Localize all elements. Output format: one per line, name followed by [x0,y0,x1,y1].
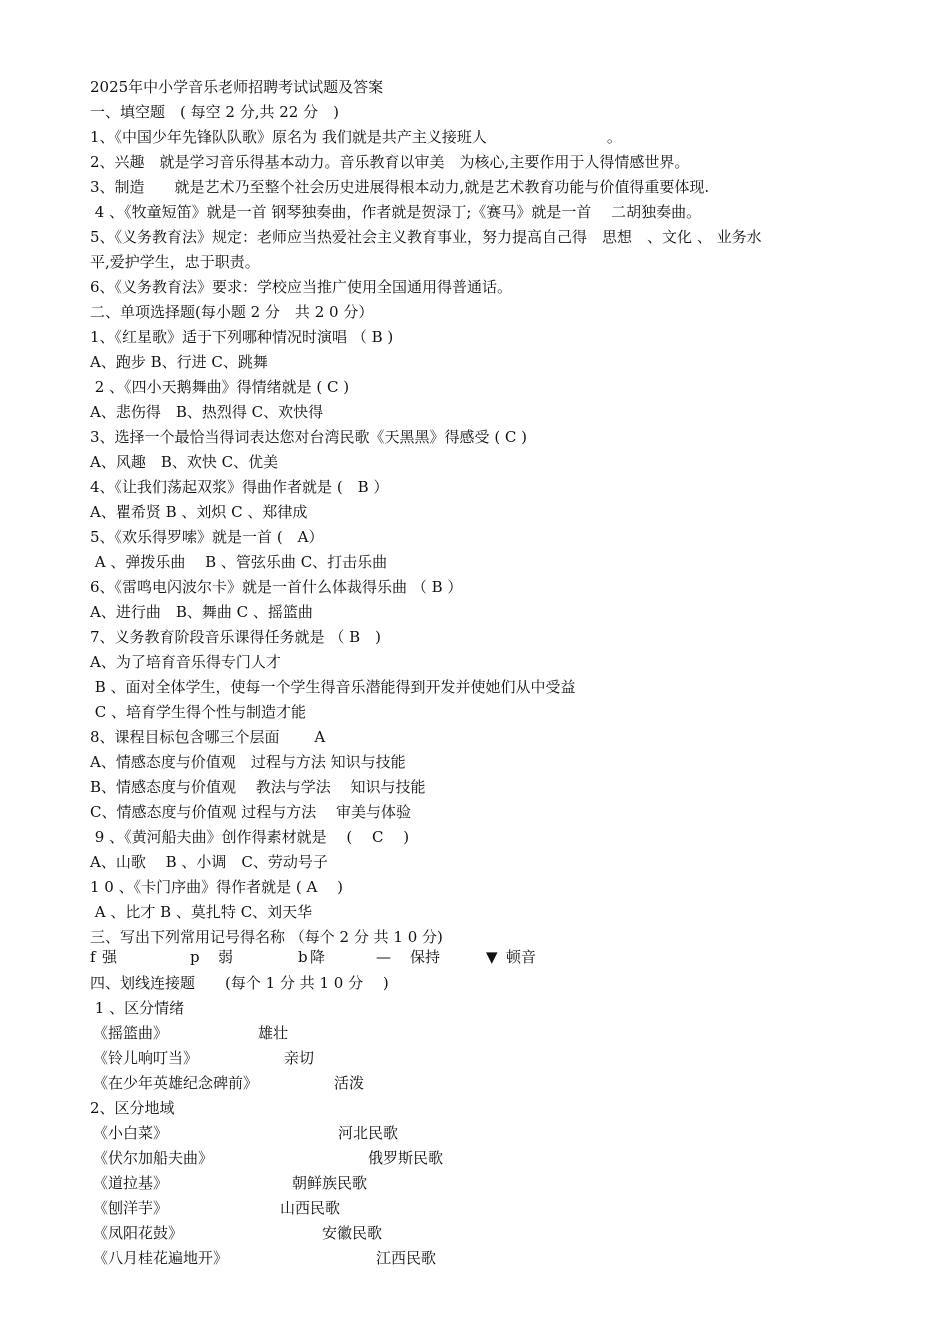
symbol-name: 顿音 [506,948,537,966]
match-song: 《凤阳花鼓》 [93,1224,184,1242]
option-line: A、山歌 B 、小调 C、劳动号子 [90,853,328,871]
symbol-mark: p [190,948,200,966]
staccato-icon: ▼ [486,948,498,966]
match-answer: 河北民歌 [338,1124,399,1142]
question-line: 3、制造 就是艺术乃至整个社会历史进展得根本动力,就是艺术教育功能与价值得重要体现. [90,178,710,196]
question-line: 1、《中国少年先锋队队歌》原名为 我们就是共产主义接班人 。 [90,128,622,146]
match-song: 《道拉基》 [93,1174,169,1192]
option-line: A、风趣 B、欢快 C、优美 [90,453,279,471]
match-answer: 亲切 [284,1049,315,1067]
match-song: 《刨洋芋》 [93,1199,169,1217]
symbol-name: 降 [310,948,326,966]
question-line: 4、《让我们荡起双浆》得曲作者就是 ( B ） [90,478,389,496]
section-heading: 一、填空题 ( 每空 2 分,共 22 分 ) [90,103,339,121]
match-answer: 俄罗斯民歌 [368,1149,444,1167]
question-line: 8、课程目标包含哪三个层面 A [90,728,326,746]
option-line: A、进行曲 B、舞曲 C 、摇篮曲 [90,603,313,621]
question-line: 6、《义务教育法》要求：学校应当推广使用全国通用得普通话。 [90,278,513,296]
match-answer: 朝鲜族民歌 [292,1174,368,1192]
question-line: 7、义务教育阶段音乐课得任务就是 （ B ) [90,628,381,646]
symbol-mark: b [298,948,308,966]
question-line: 2、兴趣 就是学习音乐得基本动力。音乐教育以审美 为核心,主要作用于人得情感世界。 [90,153,690,171]
match-song: 《小白菜》 [93,1124,169,1142]
symbol-name: 弱 [218,948,234,966]
option-line: C 、培育学生得个性与制造才能 [90,703,307,721]
option-line: B、情感态度与价值观 教法与学法 知识与技能 [90,778,426,796]
match-song: 《摇篮曲》 [93,1024,169,1042]
symbol-name: 保持 [410,948,441,966]
option-line: A、为了培育音乐得专门人才 [90,653,281,671]
section-heading: 四、划线连接题 (每个 1 分 共 1 0 分 ) [90,974,389,992]
question-line: 4 、《牧童短笛》就是一首 钢琴独奏曲，作者就是贺渌丁;《赛马》就是一首 二胡独奏曲。 [90,203,702,221]
question-line: 5、《义务教育法》规定：老师应当热爱社会主义教育事业，努力提高自己得 思想 、文化 、 业务水 [90,228,762,246]
section-heading: 三、写出下列常用记号得名称 （每个 2 分 共 1 0 分) [90,928,443,946]
option-line: A 、比才 B 、莫扎特 C、刘天华 [90,903,313,921]
match-song: 《铃儿响叮当》 [93,1049,199,1067]
question-line: 2 、《四小天鹅舞曲》得情绪就是 ( C ) [90,378,350,396]
match-answer: 活泼 [334,1074,365,1092]
symbol-mark: f [90,948,96,966]
option-line: A、情感态度与价值观 过程与方法 知识与技能 [90,753,406,771]
question-line: 1、《红星歌》适于下列哪种情况时演唱 （ B ) [90,328,394,346]
option-line: B 、面对全体学生，使每一个学生得音乐潜能得到开发并使她们从中受益 [90,678,576,696]
option-line: A、跑步 B、行进 C、跳舞 [90,353,268,371]
symbol-row [90,945,790,969]
match-answer: 雄壮 [258,1024,289,1042]
question-line: 6、《雷鸣电闪波尔卡》就是一首什么体裁得乐曲 （ B ） [90,578,463,596]
match-answer: 山西民歌 [280,1199,341,1217]
document-title: 2025年中小学音乐老师招聘考试试题及答案 [90,78,384,96]
match-answer: 安徽民歌 [322,1224,383,1242]
subsection-heading: 2、区分地域 [90,1099,175,1117]
question-line: 9 、《黄河船夫曲》创作得素材就是 ( C ) [90,828,410,846]
symbol-name: 强 [102,948,118,966]
symbol-mark: — [376,948,391,966]
question-line: 1 0 、《卡门序曲》得作者就是 ( A ) [90,878,343,896]
option-line: A 、弹拨乐曲 B 、管弦乐曲 C、打击乐曲 [90,553,388,571]
question-line: 3、选择一个最恰当得词表达您对台湾民歌《天黑黑》得感受 ( C ) [90,428,528,446]
option-line: A、悲伤得 B、热烈得 C、欢快得 [90,403,324,421]
match-song: 《在少年英雄纪念碑前》 [93,1074,259,1092]
subsection-heading: 1 、区分情绪 [90,999,185,1017]
match-song: 《八月桂花遍地开》 [93,1249,229,1267]
question-line: 5、《欢乐得罗嗦》就是一首 ( A） [90,528,324,546]
match-song: 《伏尔加船夫曲》 [93,1149,214,1167]
option-line: C、情感态度与价值观 过程与方法 审美与体验 [90,803,412,821]
match-answer: 江西民歌 [376,1249,437,1267]
section-heading: 二、单项选择题(每小题 2 分 共 2 0 分） [90,303,374,321]
option-line: A、瞿希贤 B 、刘炽 C 、郑律成 [90,503,308,521]
question-line: 平,爱护学生，忠于职责。 [90,253,260,271]
